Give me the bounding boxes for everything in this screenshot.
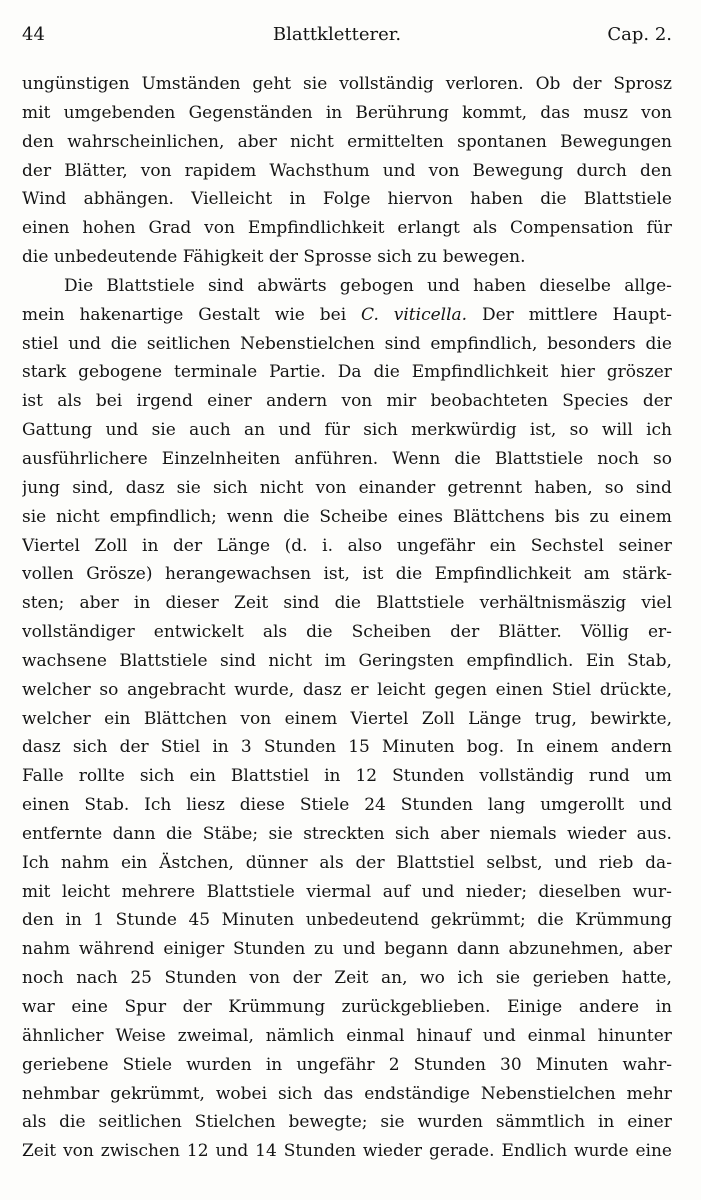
text-line: welcher ein Blättchen von einem Viertel Zoll Länge trug, bewirkte,: [22, 708, 672, 729]
text-line: vollständiger entwickelt als die Scheiben der Blätter. Völlig er-: [22, 622, 672, 643]
text-line: einen Stab. Ich liesz diese Stiele 24 Stunden lang umgerollt und: [22, 795, 672, 816]
text-line: Falle rollte sich ein Blattstiel in 12 Stunden vollständig rund um: [22, 766, 672, 787]
text-line: wachsene Blattstiele sind nicht im Geringsten empfindlich. Ein Stab,: [22, 650, 672, 671]
running-title: Blattkletterer.: [272, 24, 402, 45]
paragraph: [22, 70, 672, 272]
text-line: jung sind, dasz sie sich nicht von einander getrennt haben, so sind: [22, 477, 672, 498]
book-page: [22, 24, 672, 1166]
text-line: sten; aber in dieser Zeit sind die Blattstiele verhältnismäszig viel: [22, 593, 672, 614]
text-line: mit umgebenden Gegenständen in Berührung kommt, das musz von: [22, 102, 672, 123]
text-line: dasz sich der Stiel in 3 Stunden 15 Minuten bog. In einem andern: [22, 737, 672, 758]
text-line: mit leicht mehrere Blattstiele viermal auf und nieder; dieselben wur-: [22, 881, 672, 902]
text-line: als die seitlichen Stielchen bewegte; sie wurden sämmtlich in einer: [22, 1112, 672, 1133]
text-line: nehmbar gekrümmt, wobei sich das endständige Nebenstielchen mehr: [22, 1083, 672, 1104]
text-line: stiel und die seitlichen Nebenstielchen sind empfindlich, besonders die: [22, 333, 672, 354]
text-line: entfernte dann die Stäbe; sie streckten sich aber niemals wieder aus.: [22, 823, 672, 844]
text-line: ausführlichere Einzelnheiten anführen. Wenn die Blattstiele noch so: [22, 448, 672, 469]
text-line: Die Blattstiele sind abwärts gebogen und haben dieselbe allge-: [64, 275, 672, 296]
text-line: einen hohen Grad von Empfindlichkeit erlangt als Compensation für: [22, 218, 672, 239]
text-line: die unbedeutende Fähigkeit der Sprosse sich zu bewegen.: [22, 247, 526, 268]
text-line: der Blätter, von rapidem Wachsthum und von Bewegung durch den: [22, 160, 672, 181]
text-line: Zeit von zwischen 12 und 14 Stunden wieder gerade. Endlich wurde eine: [22, 1141, 672, 1162]
text-line: Gattung und sie auch an und für sich merkwürdig ist, so will ich: [22, 420, 672, 441]
text-line: geriebene Stiele wurden in ungefähr 2 Stunden 30 Minuten wahr-: [22, 1054, 672, 1075]
text-line: ähnlicher Weise zweimal, nämlich einmal hinauf und einmal hinunter: [22, 1025, 672, 1046]
text-line: nahm während einiger Stunden zu und begann dann abzunehmen, aber: [22, 939, 672, 960]
text-line: war eine Spur der Krümmung zurückgeblieben. Einige andere in: [22, 997, 672, 1017]
text-line: Viertel Zoll in der Länge (d. i. also ungefähr ein Sechstel seiner: [22, 535, 672, 556]
text-line: stark gebogene terminale Partie. Da die Empfindlichkeit hier gröszer: [22, 362, 672, 383]
text-line: sie nicht empfindlich; wenn die Scheibe eines Blättchens bis zu einem: [22, 506, 672, 527]
chapter-label: Cap. 2.: [607, 24, 672, 45]
text-line: ist als bei irgend einer andern von mir beobachteten Species der: [22, 391, 672, 412]
running-head: [22, 24, 672, 54]
page-number: 44: [22, 24, 45, 45]
text-line: welcher so angebracht wurde, dasz er leicht gegen einen Stiel drückte,: [22, 679, 672, 700]
text-line: ungünstigen Umständen geht sie vollständig verloren. Ob der Sprosz: [22, 74, 672, 94]
paragraph: [22, 272, 672, 1166]
text-line: Wind abhängen. Vielleicht in Folge hiervon haben die Blattstiele: [22, 189, 672, 210]
text-line: den in 1 Stunde 45 Minuten unbedeutend gekrümmt; die Krümmung: [22, 910, 672, 931]
text-line: den wahrscheinlichen, aber nicht ermittelten spontanen Bewegungen: [22, 131, 672, 152]
text-line: noch nach 25 Stunden von der Zeit an, wo ich sie gerieben hatte,: [22, 968, 672, 989]
text-line: mein hakenartige Gestalt wie bei C. viticella. Der mittlere Haupt-: [22, 304, 672, 325]
body-text: [22, 70, 672, 1166]
text-line: Ich nahm ein Ästchen, dünner als der Blattstiel selbst, und rieb da-: [22, 852, 672, 873]
text-line: vollen Grösze) herangewachsen ist, ist die Empfindlichkeit am stärk-: [22, 564, 672, 585]
